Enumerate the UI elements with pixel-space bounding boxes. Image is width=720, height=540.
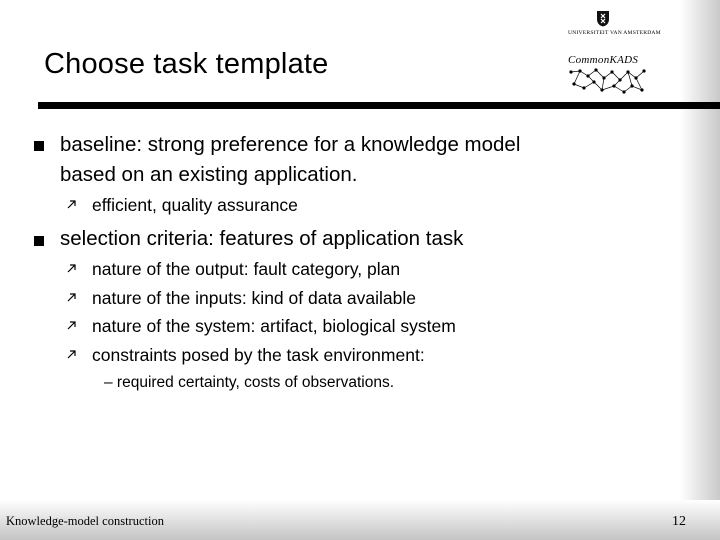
bullet-2-sub-3: nature of the system: artifact, biological system [92, 316, 456, 336]
footer-title: Knowledge-model construction [6, 514, 164, 528]
right-shade [680, 0, 720, 540]
arrow-bullet-icon [66, 291, 78, 303]
arrow-bullet-icon [66, 198, 78, 210]
university-logo [568, 10, 661, 42]
bullet-1-sub-1: efficient, quality assurance [92, 195, 298, 215]
bullet-1-line-2: based on an existing application. [60, 163, 358, 186]
university-logo-text: UNIVERSITEIT VAN AMSTERDAM [568, 30, 661, 36]
network-graphic-icon [566, 66, 648, 96]
page-number: 12 [672, 514, 686, 529]
shield-icon [596, 10, 610, 27]
bullet-2-sub-1: nature of the output: fault category, plan [92, 259, 401, 279]
arrow-bullet-icon [66, 319, 78, 331]
commonkads-logo-text: CommonKADS [568, 54, 639, 66]
title-rule [38, 102, 720, 109]
commonkads-logo [566, 52, 648, 98]
slide-title: Choose task template [44, 48, 329, 80]
bullet-square-icon [34, 236, 44, 246]
bullet-1-line-1: baseline: strong preference for a knowledge model [60, 133, 521, 156]
bullet-2-subsub-1: – required certainty, costs of observations. [104, 374, 395, 391]
bullet-square-icon [34, 141, 44, 151]
bullet-2-sub-2: nature of the inputs: kind of data available [92, 288, 416, 308]
arrow-bullet-icon [66, 262, 78, 274]
bullet-2-sub-4: constraints posed by the task environment: [92, 345, 425, 365]
arrow-bullet-icon [66, 348, 78, 360]
bullet-2-line-1: selection criteria: features of application task [60, 227, 464, 250]
